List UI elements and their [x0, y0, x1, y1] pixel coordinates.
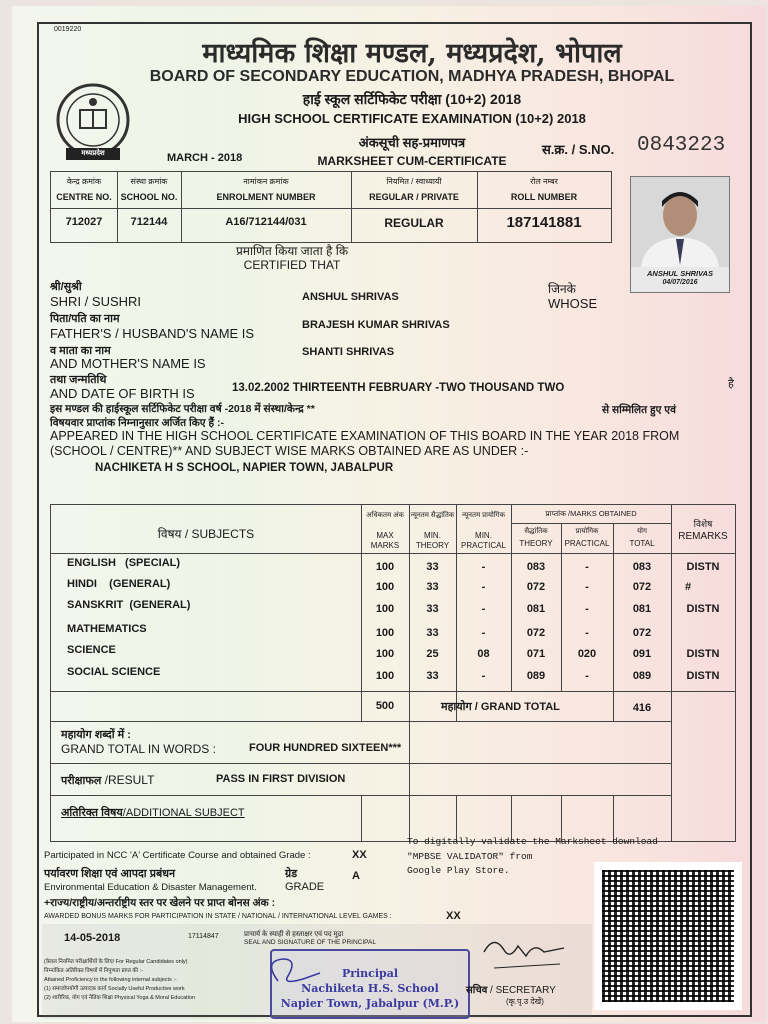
- theory-header-hindi: सैद्धांतिक: [524, 528, 548, 535]
- marksheet-document: [12, 6, 766, 1022]
- theory-header: THEORY: [519, 539, 553, 548]
- practical-marks: -: [585, 581, 589, 593]
- stamp-line-3: Napier Town, Jabalpur (M.P.): [280, 997, 460, 1010]
- max-header-1: MAX: [376, 531, 394, 540]
- id-header-roll: ROLL NUMBER: [510, 192, 578, 202]
- additional-subject-label: [61, 805, 245, 820]
- issue-date: 14-05-2018: [64, 932, 121, 944]
- validation-qr-code-icon: [594, 862, 742, 1010]
- mother-name: SHANTI SHRIVAS: [302, 346, 395, 358]
- remarks-header: REMARKS: [678, 531, 728, 542]
- father-english: FATHER'S / HUSBAND'S NAME IS: [50, 326, 255, 341]
- note-line: (केवल नियमित परीक्षार्थियों के लिए/ For Regular Candidates only): [44, 959, 188, 965]
- roll-number-value: 187141881: [506, 214, 582, 231]
- stamp-line-1: Principal: [341, 967, 399, 980]
- max-header-hindi: अधिकतम अंक: [366, 512, 404, 519]
- theory-marks: 072: [526, 627, 546, 639]
- total-marks: 081: [632, 603, 652, 615]
- dob-hindi: तथा जन्मतिथि: [50, 374, 107, 386]
- secretary-label-english: / SECRETARY: [490, 985, 556, 996]
- max-marks: 100: [375, 581, 395, 593]
- min-theory: 33: [426, 603, 439, 615]
- centre-no-value: 712027: [65, 216, 103, 228]
- grand-total-value: 416: [632, 702, 652, 714]
- grade-hindi: ग्रेड: [285, 868, 298, 880]
- additional-subject-english: /ADDITIONAL SUBJECT: [122, 807, 245, 819]
- sno-value: 0843223: [637, 134, 726, 157]
- max-header-2: MARKS: [370, 541, 400, 550]
- regular-notes: [44, 958, 195, 1003]
- student-photo: [630, 176, 730, 293]
- board-title-hindi: माध्यमिक शिक्षा मण्डल, मध्यप्रदेश, भोपाल: [202, 38, 622, 69]
- bonus-value: XX: [446, 910, 461, 922]
- theory-marks: 089: [526, 670, 546, 682]
- obtained-header: [511, 509, 671, 519]
- certify-hindi: प्रमाणित किया जाता है कि: [235, 244, 349, 258]
- total-marks: 091: [632, 648, 652, 660]
- remark: DISTN: [686, 670, 720, 682]
- obtained-header-hindi: प्राप्तांक: [545, 509, 566, 518]
- validate-text-2: "MPBSE VALIDATOR" from: [407, 851, 533, 862]
- theory-marks: 072: [526, 581, 546, 593]
- id-header-enrolment: ENROLMENT NUMBER: [216, 192, 316, 202]
- min-theory-header-2: THEORY: [415, 541, 450, 550]
- min-practical: -: [481, 603, 486, 615]
- min-theory: 33: [426, 581, 439, 593]
- min-theory-header-1: MIN.: [424, 531, 441, 540]
- school-no-value: 712144: [130, 216, 168, 228]
- practical-marks: -: [585, 627, 589, 639]
- secretary-sub: (कृ.पृ.उ देखें): [506, 997, 544, 1006]
- remark: DISTN: [686, 648, 720, 660]
- photo-caption-name: ANSHUL SHRIVAS: [647, 269, 713, 278]
- appeared-hindi-2: विषयवार प्राप्तांक निम्नानुसार अर्जित किए हैं :-: [50, 417, 225, 429]
- enrolment-value: A16/712144/031: [225, 216, 307, 228]
- marksheet-title-english: MARKSHEET CUM-CERTIFICATE: [317, 154, 507, 168]
- subject-name: SANSKRIT (GENERAL): [67, 599, 191, 611]
- min-practical-header-1: MIN.: [475, 531, 492, 540]
- min-theory: 33: [426, 670, 439, 682]
- total-marks: 072: [632, 581, 652, 593]
- sno-label: स.क्र. / S.NO.: [542, 142, 615, 157]
- subjects-header: [51, 525, 361, 542]
- id-table: [50, 171, 612, 243]
- secretary-label-hindi: सचिव: [466, 985, 488, 996]
- ncc-value: XX: [352, 849, 367, 861]
- appeared-english-2: (SCHOOL / CENTRE)** AND SUBJECT WISE MARKS OBTAINED ARE AS UNDER :-: [50, 444, 529, 458]
- total-marks: 083: [632, 561, 652, 573]
- min-practical: -: [481, 627, 486, 639]
- validate-text-1: To digitally validate the Marksheet download: [407, 836, 658, 847]
- grand-total-label: महायोग / GRAND TOTAL: [441, 701, 560, 713]
- id-header-regular-hi: नियमित / स्वाध्यायी: [386, 177, 442, 186]
- total-header: TOTAL: [629, 539, 655, 548]
- practical-marks: 020: [577, 648, 597, 660]
- result-label: [61, 773, 154, 788]
- father-name: BRAJESH KUMAR SHRIVAS: [302, 319, 450, 331]
- obtained-header-english: /MARKS OBTAINED: [567, 509, 637, 518]
- marksheet-title-hindi: अंकसूची सह-प्रमाणपत्र: [358, 135, 466, 150]
- min-practical-header-2: PRACTICAL: [461, 541, 506, 550]
- footer-code: 17114847: [188, 933, 219, 940]
- dob-english: AND DATE OF BIRTH IS: [50, 386, 195, 401]
- remark: DISTN: [686, 561, 720, 573]
- result-value: PASS IN FIRST DIVISION: [216, 773, 346, 785]
- remark: #: [685, 581, 692, 593]
- subjects-header-hindi: विषय: [157, 527, 182, 541]
- principal-sign-hindi: प्राचार्य के स्याही से हस्ताक्षर एवं पद मुद्रा: [244, 931, 344, 938]
- remark: DISTN: [686, 603, 720, 615]
- regular-private-value: REGULAR: [384, 216, 444, 230]
- note-line: Attained Proficiency in the following internal subjects :-: [44, 977, 177, 983]
- subject-name: SOCIAL SCIENCE: [67, 666, 161, 678]
- max-marks: 100: [375, 670, 395, 682]
- subject-name: HINDI (GENERAL): [67, 578, 171, 590]
- subject-name: SCIENCE: [67, 644, 116, 656]
- practical-header: PRACTICAL: [564, 539, 610, 548]
- subjects-header-english: / SUBJECTS: [184, 527, 255, 541]
- father-hindi: पिता/पति का नाम: [50, 313, 120, 325]
- validate-text-3: Google Play Store.: [407, 865, 510, 876]
- grade-value: A: [352, 870, 360, 882]
- env-hindi: पर्यावरण शिक्षा एवं आपदा प्रबंधन: [44, 868, 176, 880]
- note-line: (1) समाजोपयोगी उत्पादक कार्य Socially Useful Productive work: [44, 986, 185, 992]
- note-line: (2) शारीरिक, योग एवं नैतिक शिक्षा Physical Yoga & Moral Education: [44, 995, 196, 1001]
- id-header-enrolment-hi: नामांकन क्रमांक: [243, 177, 289, 186]
- max-marks: 100: [375, 603, 395, 615]
- min-theory: 33: [426, 627, 439, 639]
- session-label: MARCH - 2018: [167, 152, 243, 164]
- id-header-school: SCHOOL NO.: [120, 192, 178, 202]
- words-label-hindi: महायोग शब्दों में :: [61, 729, 131, 741]
- exam-title-hindi: हाई स्कूल सर्टिफिकेट परीक्षा (10+2) 2018: [302, 91, 522, 107]
- id-header-centre: CENTRE NO.: [56, 192, 112, 202]
- theory-marks: 081: [526, 603, 546, 615]
- principal-sign-english: SEAL AND SIGNATURE OF THE PRINCIPAL: [244, 939, 376, 946]
- whose-english: WHOSE: [548, 296, 598, 311]
- mother-hindi: व माता का नाम: [50, 345, 111, 357]
- school-name: NACHIKETA H S SCHOOL, NAPIER TOWN, JABALPUR: [95, 462, 394, 474]
- words-label-english: GRAND TOTAL IN WORDS :: [61, 742, 216, 756]
- exam-title-english: HIGH SCHOOL CERTIFICATE EXAMINATION (10+2) 2018: [238, 111, 586, 126]
- max-marks: 100: [375, 627, 395, 639]
- subject-name: MATHEMATICS: [67, 623, 147, 635]
- practical-header-hindi: प्रायोगिक: [575, 528, 599, 535]
- total-header-hindi: योग: [637, 528, 647, 535]
- seal-label: मध्यप्रदेश: [81, 150, 105, 157]
- secretary-signature-icon: [474, 932, 574, 980]
- max-marks: 100: [375, 648, 395, 660]
- subject-name: ENGLISH (SPECIAL): [67, 557, 181, 569]
- max-total: 500: [375, 700, 395, 712]
- min-practical: -: [481, 561, 486, 573]
- id-header-centre-hi: केन्द्र क्रमांक: [66, 177, 102, 186]
- appeared-hindi-1: इस मण्डल की हाईस्कूल सर्टिफिकेट परीक्षा वर्ष -2018 में संस्था/केन्द्र **: [50, 403, 315, 415]
- remarks-header-hindi: विशेष: [693, 519, 713, 529]
- practical-marks: -: [585, 670, 589, 682]
- board-title-english: BOARD OF SECONDARY EDUCATION, MADHYA PRADESH, BHOPAL: [149, 68, 675, 85]
- appeared-english-1: APPEARED IN THE HIGH SCHOOL CERTIFICATE EXAMINATION OF THIS BOARD IN THE YEAR 2018 FROM: [50, 429, 680, 443]
- whose-hindi: जिनके: [548, 282, 576, 296]
- top-serial: 0019220: [54, 26, 82, 33]
- max-marks: 100: [375, 561, 395, 573]
- grade-english: GRADE: [285, 881, 325, 893]
- secretary-label: [466, 982, 556, 996]
- id-header-roll-hi: रोल नम्बर: [530, 177, 558, 186]
- bonus-hindi: +राज्य/राष्ट्रीय/अन्तर्राष्ट्रीय स्तर पर खेलने पर प्राप्त बोनस अंक :: [44, 897, 276, 909]
- practical-marks: -: [585, 603, 589, 615]
- hai-hindi: है: [728, 378, 734, 390]
- bonus-english: AWARDED BONUS MARKS FOR PARTICIPATION IN STATE / NATIONAL / INTERNATIONAL LEVEL GAMES :: [44, 913, 392, 920]
- dob-value: 13.02.2002 THIRTEENTH FEBRUARY -TWO THOUSAND TWO: [232, 382, 565, 394]
- result-label-hindi: परीक्षाफल: [61, 775, 102, 787]
- practical-marks: -: [585, 561, 589, 573]
- min-practical-header-hindi: न्यूनतम प्रायोगिक: [462, 512, 505, 519]
- shri-english: SHRI / SUSHRI: [50, 294, 142, 309]
- min-practical: 08: [477, 648, 490, 660]
- mother-english: AND MOTHER'S NAME IS: [50, 356, 206, 371]
- id-header-school-hi: संस्था क्रमांक: [130, 177, 168, 186]
- note-line: निम्नांकित अतिरिक्त विषयों में निपुणता प्राप्त की :-: [44, 968, 143, 974]
- additional-subject-hindi: अतिरिक्त विषय: [61, 807, 123, 819]
- principal-stamp: [270, 949, 470, 1019]
- min-practical: -: [481, 581, 486, 593]
- min-theory-header-hindi: न्यूनतम सैद्धांतिक: [410, 512, 455, 519]
- min-theory: 25: [426, 648, 439, 660]
- min-theory: 33: [426, 561, 439, 573]
- result-label-english: /RESULT: [104, 773, 155, 787]
- total-marks: 072: [632, 627, 652, 639]
- photo-caption-date: 04/07/2016: [662, 279, 698, 286]
- marks-table: [50, 504, 736, 842]
- theory-marks: 071: [526, 648, 546, 660]
- theory-marks: 083: [526, 561, 546, 573]
- appeared-hindi-1-right: से सम्मिलित हुए एवं: [602, 404, 676, 416]
- id-header-regular: REGULAR / PRIVATE: [369, 192, 459, 202]
- ncc-text: Participated in NCC 'A' Certificate Course and obtained Grade :: [44, 850, 311, 861]
- shri-hindi: श्री/सुश्री: [50, 281, 82, 293]
- student-name: ANSHUL SHRIVAS: [302, 291, 399, 303]
- total-marks: 089: [632, 670, 652, 682]
- words-value: FOUR HUNDRED SIXTEEN***: [249, 742, 402, 754]
- min-practical: -: [481, 670, 486, 682]
- env-english: Environmental Education & Disaster Management.: [44, 882, 257, 893]
- certify-english: CERTIFIED THAT: [243, 258, 341, 272]
- stamp-line-2: Nachiketa H.S. School: [301, 982, 439, 995]
- student-photo-silhouette-icon: [631, 177, 729, 267]
